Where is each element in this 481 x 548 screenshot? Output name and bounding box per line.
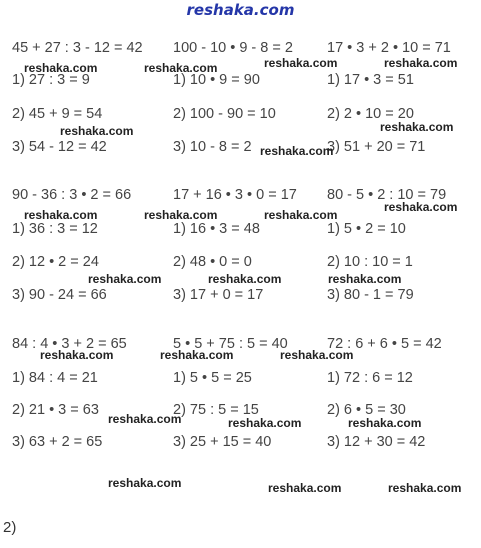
step-3: 3) 80 - 1 = 79 [327, 287, 414, 303]
step-1: 1) 17 • 3 = 51 [327, 72, 414, 88]
step-1: 1) 72 : 6 = 12 [327, 370, 413, 386]
step-1: 1) 16 • 3 = 48 [173, 221, 260, 237]
watermark: reshaka.com [40, 348, 114, 362]
watermark: reshaka.com [264, 56, 338, 70]
step-3: 3) 54 - 12 = 42 [12, 139, 107, 155]
main-equation: 80 - 5 • 2 : 10 = 79 [327, 187, 447, 203]
step-3: 3) 63 + 2 = 65 [12, 434, 103, 450]
step-2: 2) 2 • 10 = 20 [327, 106, 414, 122]
watermark: reshaka.com [24, 61, 98, 75]
main-equation: 90 - 36 : 3 • 2 = 66 [12, 187, 132, 203]
watermark: reshaka.com [384, 56, 458, 70]
watermark: reshaka.com [348, 416, 422, 430]
watermark: reshaka.com [388, 481, 462, 495]
step-2: 2) 10 : 10 = 1 [327, 254, 413, 270]
watermark: reshaka.com [328, 272, 402, 286]
step-3: 3) 25 + 15 = 40 [173, 434, 272, 450]
watermark: reshaka.com [24, 208, 98, 222]
step-3: 3) 12 + 30 = 42 [327, 434, 426, 450]
step-1: 1) 36 : 3 = 12 [12, 221, 98, 237]
step-2: 2) 100 - 90 = 10 [173, 106, 276, 122]
main-equation: 84 : 4 • 3 + 2 = 65 [12, 336, 127, 352]
watermark: reshaka.com [264, 208, 338, 222]
step-2: 2) 21 • 3 = 63 [12, 402, 99, 418]
step-2: 2) 48 • 0 = 0 [173, 254, 252, 270]
site-title: reshaka.com [186, 1, 295, 19]
step-1: 1) 5 • 5 = 25 [173, 370, 252, 386]
watermark: reshaka.com [144, 61, 218, 75]
footer-item-label: 2) [3, 519, 17, 536]
main-equation: 100 - 10 • 9 - 8 = 2 [173, 40, 293, 56]
watermark: reshaka.com [208, 272, 282, 286]
step-2: 2) 6 • 5 = 30 [327, 402, 406, 418]
step-2: 2) 45 + 9 = 54 [12, 106, 103, 122]
step-3: 3) 17 + 0 = 17 [173, 287, 264, 303]
main-equation: 45 + 27 : 3 - 12 = 42 [12, 40, 143, 56]
step-3: 3) 51 + 20 = 71 [327, 139, 426, 155]
watermark: reshaka.com [108, 476, 182, 490]
step-1: 1) 27 : 3 = 9 [12, 72, 90, 88]
watermark: reshaka.com [228, 416, 302, 430]
main-equation: 17 + 16 • 3 • 0 = 17 [173, 187, 297, 203]
watermark: reshaka.com [384, 200, 458, 214]
step-3: 3) 10 - 8 = 2 [173, 139, 252, 155]
watermark: reshaka.com [144, 208, 218, 222]
watermark: reshaka.com [268, 481, 342, 495]
watermark: reshaka.com [160, 348, 234, 362]
step-3: 3) 90 - 24 = 66 [12, 287, 107, 303]
watermark: reshaka.com [60, 124, 134, 138]
watermark: reshaka.com [88, 272, 162, 286]
main-equation: 72 : 6 + 6 • 5 = 42 [327, 336, 442, 352]
step-1: 1) 10 • 9 = 90 [173, 72, 260, 88]
main-equation: 17 • 3 + 2 • 10 = 71 [327, 40, 451, 56]
watermark: reshaka.com [280, 348, 354, 362]
step-1: 1) 5 • 2 = 10 [327, 221, 406, 237]
step-1: 1) 84 : 4 = 21 [12, 370, 98, 386]
main-equation: 5 • 5 + 75 : 5 = 40 [173, 336, 288, 352]
watermark: reshaka.com [108, 412, 182, 426]
watermark: reshaka.com [380, 120, 454, 134]
watermark: reshaka.com [260, 144, 334, 158]
step-2: 2) 75 : 5 = 15 [173, 402, 259, 418]
step-2: 2) 12 • 2 = 24 [12, 254, 99, 270]
